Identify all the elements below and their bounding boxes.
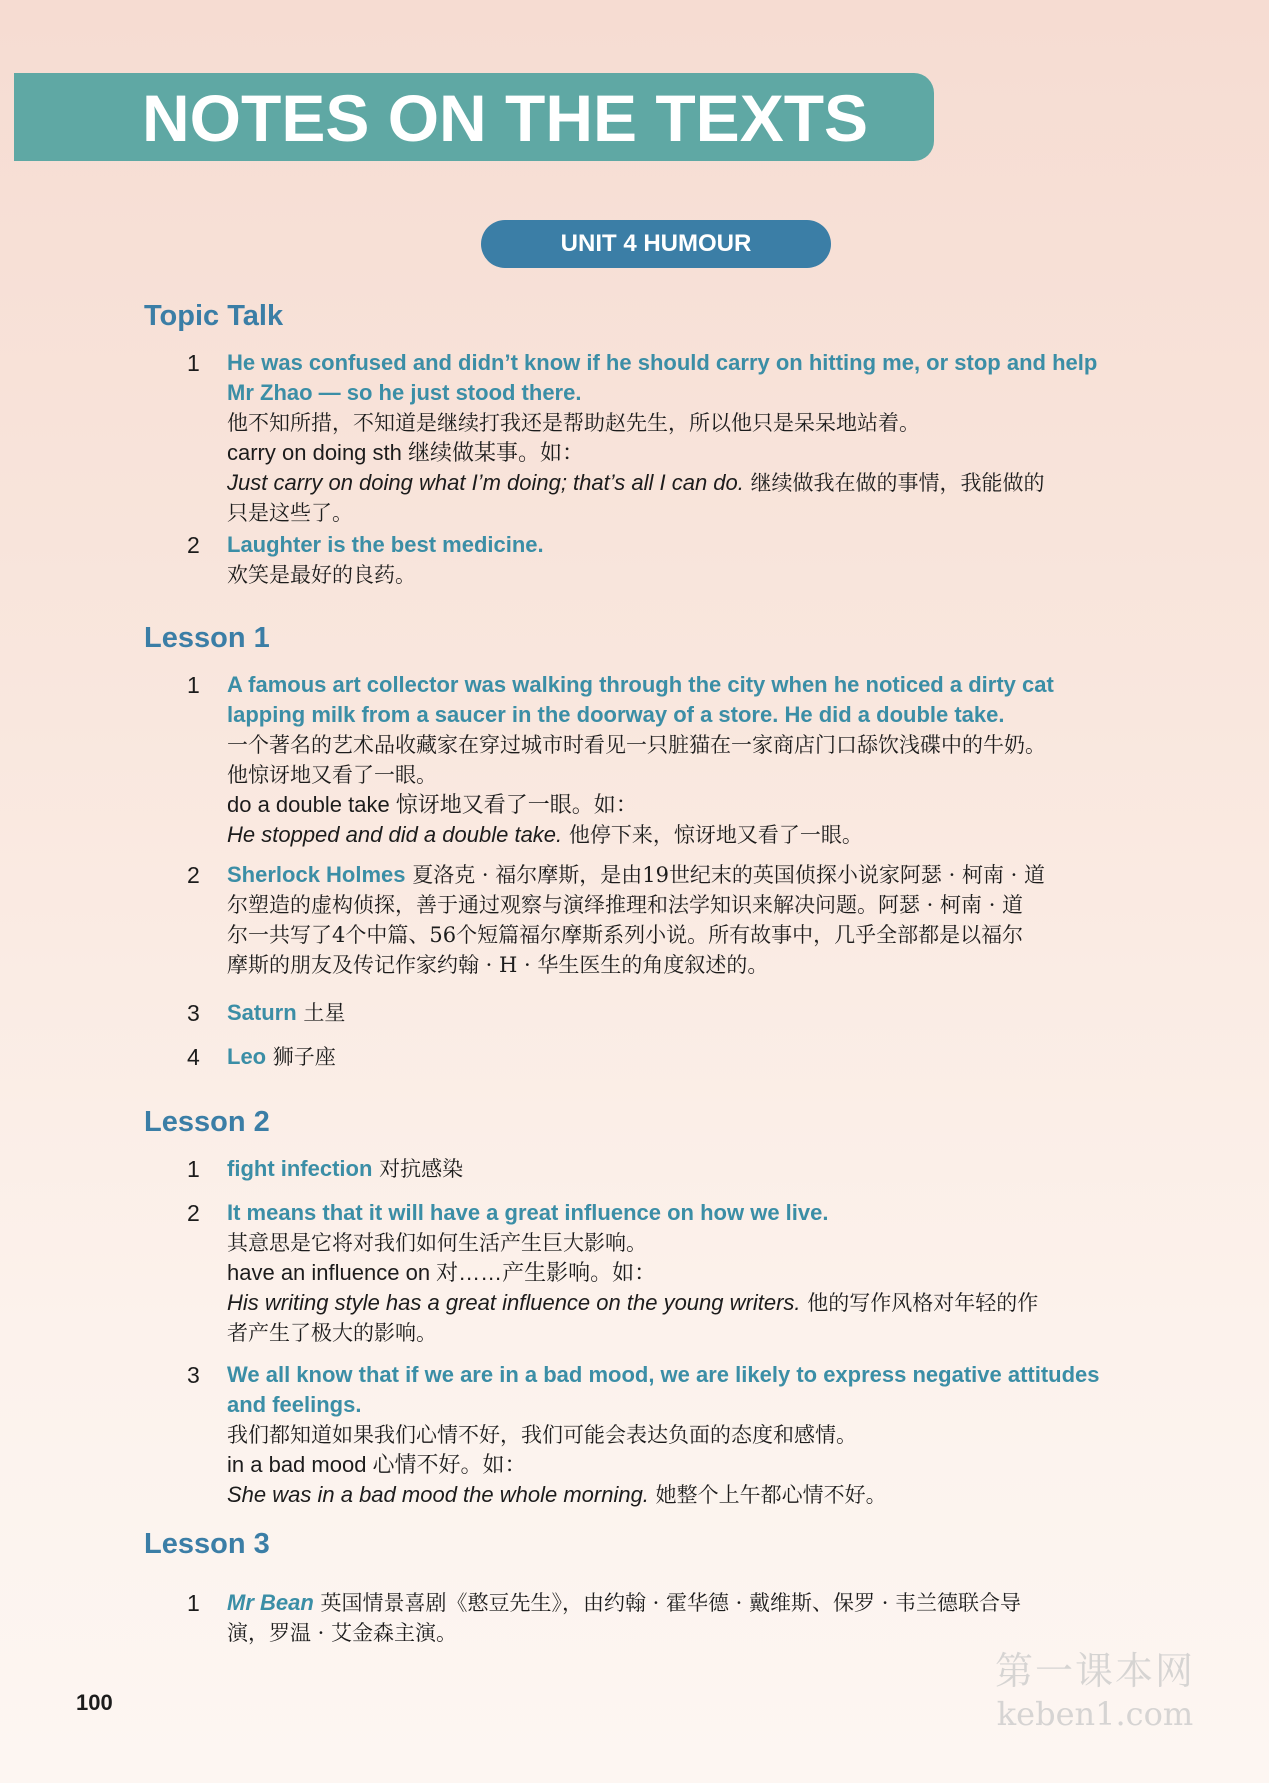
note-translation: 演，罗温 · 艾金森主演。 <box>227 1621 458 1645</box>
note-translation: 一个著名的艺术品收藏家在穿过城市时看见一只脏猫在一家商店门口舔饮浅碟中的牛奶。 <box>227 733 1046 757</box>
note-number: 4 <box>187 1044 200 1070</box>
watermark-line: 第一课本网 <box>995 1649 1196 1693</box>
note-translation: 其意思是它将对我们如何生活产生巨大影响。 <box>227 1231 647 1255</box>
note-number: 1 <box>187 350 200 376</box>
note-translation: 狮子座 <box>266 1045 336 1069</box>
note-term: Mr Bean <box>227 1590 314 1615</box>
note-english: and feelings. <box>227 1392 362 1417</box>
note-translation: 他惊讶地又看了一眼。 <box>227 763 437 787</box>
note-number: 2 <box>187 1200 200 1226</box>
watermark <box>995 1640 1195 1733</box>
note-english: We all know that if we are in a bad mood, we are likely to express negative attitudes <box>227 1362 1100 1387</box>
example-sentence: His writing style has a great influence on the young writers. <box>227 1290 801 1315</box>
note-number: 2 <box>187 532 200 558</box>
note-number: 1 <box>187 1156 200 1182</box>
example-sentence: Just carry on doing what I’m doing; that’s all I can do. <box>227 470 744 495</box>
note-number: 1 <box>187 672 200 698</box>
unit-badge: UNIT 4 HUMOUR <box>481 220 831 268</box>
note-translation: 尔一共写了4个中篇、56个短篇福尔摩斯系列小说。所有故事中，几乎全部都是以福尔 <box>227 923 1024 947</box>
note-term: Saturn <box>227 1000 297 1025</box>
note-english: It means that it will have a great influence on how we live. <box>227 1200 829 1225</box>
note-translation: 他不知所措，不知道是继续打我还是帮助赵先生，所以他只是呆呆地站着。 <box>227 411 920 435</box>
page-title: NOTES ON THE TEXTS <box>142 81 869 155</box>
example-sentence: He stopped and did a double take. <box>227 822 563 847</box>
note-phrase: in a bad mood 心情不好。如： <box>227 1452 527 1477</box>
note-english: Laughter is the best medicine. <box>227 532 544 557</box>
note-english: He was confused and didn’t know if he should carry on hitting me, or stop and help <box>227 350 1098 375</box>
note-number: 3 <box>187 1000 200 1026</box>
example-translation: 继续做我在做的事情，我能做的 <box>743 471 1045 495</box>
page-number: 100 <box>76 1690 113 1715</box>
note-translation: 土星 <box>296 1001 346 1025</box>
note-number: 2 <box>187 862 200 888</box>
watermark-line: keben1.com <box>996 1695 1194 1733</box>
title-banner <box>14 73 934 161</box>
note-number: 3 <box>187 1362 200 1388</box>
example-translation: 她整个上午都心情不好。 <box>648 1483 887 1507</box>
note-english: lapping milk from a saucer in the doorway of a store. He did a double take. <box>227 702 1005 727</box>
note-translation: 夏洛克 · 福尔摩斯，是由19世纪末的英国侦探小说家阿瑟 · 柯南 · 道 <box>405 863 1045 887</box>
note-term: Sherlock Holmes <box>227 862 406 887</box>
section-title-topic-talk: Topic Talk <box>144 300 284 332</box>
note-english: Mr Zhao — so he just stood there. <box>227 380 582 405</box>
section-title-lesson-3: Lesson 3 <box>144 1528 270 1560</box>
note-translation: 英国情景喜剧《憨豆先生》，由约翰 · 霍华德 · 戴维斯、保罗 · 韦兰德联合导 <box>313 1591 1022 1615</box>
example-sentence: She was in a bad mood the whole morning. <box>227 1482 649 1507</box>
note-phrase: have an influence on 对……产生影响。如： <box>227 1260 657 1285</box>
example-translation: 只是这些了。 <box>227 501 353 525</box>
example-translation: 他的写作风格对年轻的作 <box>800 1291 1039 1315</box>
note-translation: 欢笑是最好的良药。 <box>227 563 416 587</box>
note-translation: 对抗感染 <box>372 1157 464 1181</box>
note-english: A famous art collector was walking through the city when he noticed a dirty cat <box>227 672 1054 697</box>
note-term: Leo <box>227 1044 267 1069</box>
note-translation: 我们都知道如果我们心情不好，我们可能会表达负面的态度和感情。 <box>227 1423 857 1447</box>
note-number: 1 <box>187 1590 200 1616</box>
note-translation: 摩斯的朋友及传记作家约翰 · H · 华生医生的角度叙述的。 <box>227 953 769 977</box>
note-phrase: do a double take 惊讶地又看了一眼。如： <box>227 792 638 817</box>
example-translation: 他停下来，惊讶地又看了一眼。 <box>562 823 863 847</box>
section-title-lesson-2: Lesson 2 <box>144 1106 270 1138</box>
section-title-lesson-1: Lesson 1 <box>144 622 270 654</box>
note-phrase: carry on doing sth 继续做某事。如： <box>227 440 584 465</box>
example-translation: 者产生了极大的影响。 <box>227 1321 437 1345</box>
note-translation: 尔塑造的虚构侦探，善于通过观察与演绎推理和法学知识来解决问题。阿瑟 · 柯南 · 道 <box>227 893 1024 917</box>
note-term: fight infection <box>227 1156 373 1181</box>
